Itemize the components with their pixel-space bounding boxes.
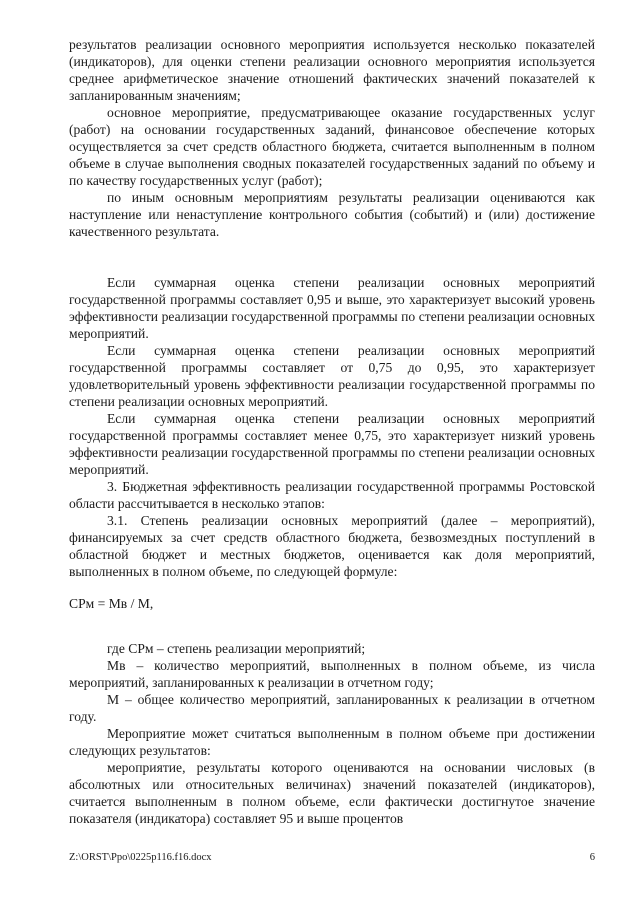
paragraph-1: результатов реализации основного мероприятия используется несколько показателей (индикаторов), для оценки степени реализации основного мероприятия используется среднее арифметическое значение отношений фактических значений показателей к запланированным значениям; — [69, 37, 595, 103]
paragraph-9: где СРм – степень реализации мероприятий; — [107, 641, 366, 656]
paragraph-11: М – общее количество мероприятий, запланированных к реализации в отчетном году. — [69, 692, 595, 724]
paragraph-3: по иным основным мероприятиям результаты реализации оцениваются как наступление или ненаступление контрольного события (событий) и (или) достижение качественного результата. — [69, 190, 595, 239]
paragraph-10: Мв – количество мероприятий, выполненных в полном объеме, из числа мероприятий, запланированных к реализации в отчетном году; — [69, 658, 595, 690]
spacer — [69, 612, 595, 640]
paragraph-4: Если суммарная оценка степени реализации основных мероприятий государственной программы составляет 0,95 и выше, это характеризует высокий уровень эффективности реализации государственной программы по степени реализации основных мероприятий. — [69, 275, 595, 341]
paragraph-7: 3. Бюджетная эффективность реализации государственной программы Ростовской области рассчитывается в несколько этапов: — [69, 479, 595, 511]
document-body — [69, 36, 595, 827]
paragraph-12: Мероприятие может считаться выполненным в полном объеме при достижении следующих результатов: — [69, 726, 595, 758]
paragraph-13: мероприятие, результаты которого оцениваются на основании числовых (в абсолютных или относительных величинах) значений показателей (индикаторов), считается выполненным в полном объеме, если фактически достигнутое значение показателя (индикатора) составляет 95 и выше процентов — [69, 760, 595, 826]
spacer — [69, 580, 595, 595]
paragraph-6: Если суммарная оценка степени реализации основных мероприятий государственной программы составляет менее 0,75, это характеризует низкий уровень эффективности реализации государственной программы по степени реализации основных мероприятий. — [69, 411, 595, 477]
page-number: 6 — [589, 852, 595, 863]
formula: СРм = Мв / М, — [69, 596, 154, 611]
paragraph-8: 3.1. Степень реализации основных мероприятий (далее – мероприятий), финансируемых за счет средств областного бюджета, безвозмездных поступлений в областной бюджет и местных бюджетов, оценивается как доля мероприятий, выполненных в полном объеме, по следующей формуле: — [69, 513, 595, 579]
file-path: Z:\ORST\Ppo\0225p116.f16.docx — [69, 852, 212, 863]
paragraph-5: Если суммарная оценка степени реализации основных мероприятий государственной программы составляет от 0,75 до 0,95, это характеризует удовлетворительный уровень эффективности реализации государственной программы по степени реализации основных мероприятий. — [69, 343, 595, 409]
paragraph-2: основное мероприятие, предусматривающее оказание государственных услуг (работ) на основании государственных заданий, финансовое обеспечение которых осуществляется за счет средств областного бюджета, считается выполненным в полном объеме в случае выполнения сводных показателей государственных заданий по объему и по качеству государственных услуг (работ); — [69, 105, 595, 188]
page-footer — [69, 852, 595, 864]
spacer — [69, 240, 595, 274]
